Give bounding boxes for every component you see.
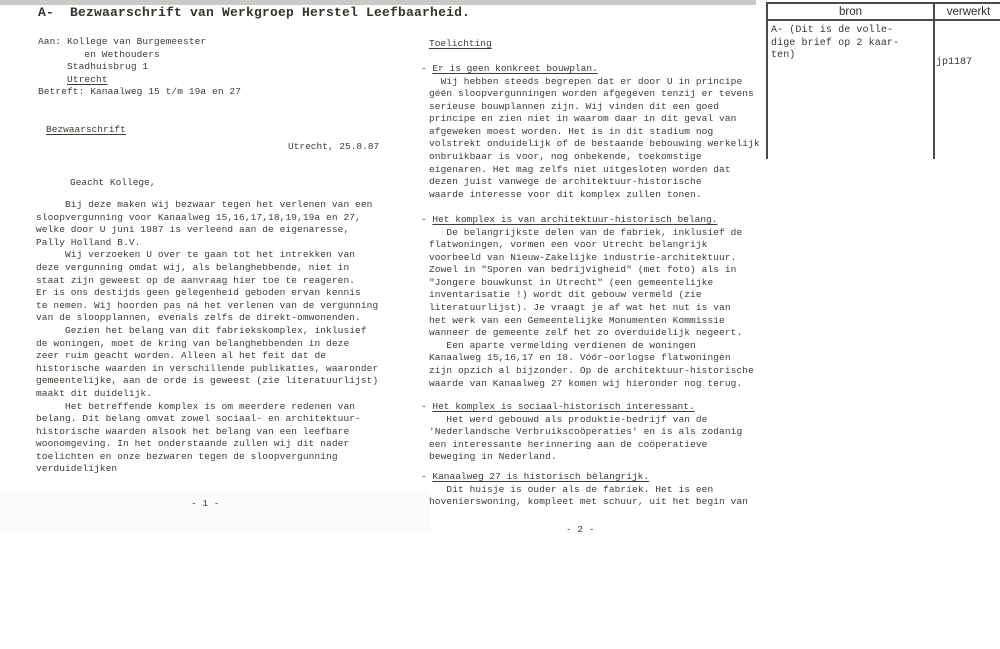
- dateline: Utrecht, 25.8.87: [288, 141, 380, 152]
- text-line: Aan: Kollege van Burgemeester: [38, 36, 207, 47]
- text-line: verduidelijken: [36, 463, 118, 475]
- toelichting-heading: Toelichting: [429, 38, 492, 49]
- text-line: historische waarden alsook het belang van een leefbare: [36, 425, 350, 437]
- bron-cell: [768, 21, 933, 159]
- text-line: ten): [771, 50, 796, 61]
- text-line: principe en zien niet in waarom daar in dit geval van: [429, 113, 737, 125]
- text-line: literatuurlijst). Je vraagt je af wat het nut is van: [429, 302, 731, 314]
- text-line: Utrecht: [67, 73, 108, 85]
- text-line: zeer ruim geacht worden. Alleen al het feit dat de: [36, 350, 327, 362]
- page-number-1: - 1 -: [191, 498, 220, 509]
- text-line: deze vergunning omdat wij, als belanghebbende, niet in: [36, 261, 350, 273]
- text-line: een interessante herinnering aan de coöperatieve: [429, 438, 708, 450]
- section-social-historic-interest: [421, 400, 742, 464]
- text-line: A- (Dit is de volle-: [771, 25, 894, 36]
- text-line: Kanaalweg 15,16,17 en 18. Vóór-oorlogse flatwoningen: [429, 352, 731, 364]
- text-line: serieuse bouwplannen zijn. Wij vinden dit een goed: [429, 100, 720, 112]
- page-number-2: - 2 -: [566, 524, 595, 535]
- text-line: welke door U juni 1987 is verleend aan de eigenaresse,: [36, 224, 350, 236]
- letter-title: A- Bezwaarschrift van Werkgroep Herstel Leefbaarheid.: [38, 5, 471, 20]
- text-line: dige brief op 2 kaar-: [771, 37, 900, 49]
- text-line: dezen juist vanwege de architektuur-historische: [429, 176, 702, 188]
- salutation: Geacht Kollege,: [70, 177, 156, 188]
- section-body: [429, 484, 748, 509]
- text-line: wanneer de gemeente zelf het zo overduidelijk negeert.: [429, 327, 743, 339]
- text-line: woonomgeving. In het onderstaande zullen wij dit nader: [36, 438, 350, 450]
- text-line: de woningen, moet de kring van belanghebbenden in deze: [36, 337, 350, 349]
- section-no-building-plan: [421, 62, 760, 201]
- section-heading: - Het komplex is sociaal-historisch interessant.: [421, 401, 695, 412]
- text-line: sloopvergunning voor Kanaalweg 15,16,17,18,19,19a en 27,: [36, 211, 361, 223]
- text-line: eigenaren. Het mag zelfs niet uitgesloten worden dat: [429, 163, 731, 175]
- text-line: 'Nederlandsche Verbruikscoöperaties' en is als zodanig: [429, 426, 743, 438]
- text-line: te nemen. Wij hoorden pas ná het verlenen van de vergunning: [36, 299, 379, 311]
- text-line: hovenierswoning, kompleet met schuur, uit het begin van: [429, 496, 749, 508]
- text-line: waarde van Kanaalweg 27 komen wij hieronder nog terug.: [429, 377, 743, 389]
- section-body: [429, 76, 760, 202]
- letter-page-2: [421, 38, 766, 598]
- section-body: [429, 227, 754, 391]
- text-line: flatwoningen, vormen een voor Utrecht belangrijk: [429, 239, 708, 251]
- text-line: Een aparte vermelding verdienen de woningen: [429, 339, 696, 351]
- text-line: volstrekt onduidelijk of de bestaande bebouwing werkelijk: [429, 138, 760, 150]
- verwerkt-value: jp1187: [936, 57, 973, 68]
- column-header-bron: bron: [768, 4, 933, 21]
- letter-body-page-1: [36, 199, 378, 476]
- text-line: De belangrijkste delen van de fabriek, inklusief de: [429, 226, 743, 238]
- text-line: Stadhuisbrug 1: [38, 61, 149, 73]
- text-line: belang. Dit belang omvat zowel sociaal- en architektuur-: [36, 413, 361, 425]
- text-line: Er is ons destijds geen gelegenheid geboden ervan kennis: [36, 287, 361, 299]
- text-line: "Jongere bouwkunst in Utrecht" (een gemeentelijke: [429, 276, 714, 288]
- text-line: van de sloopplannen, evenals zelfs de direkt-omwonenden.: [36, 312, 361, 324]
- verwerkt-cell: [933, 21, 1000, 159]
- text-line: beweging in Nederland.: [429, 451, 557, 463]
- text-line: onbruikbaar is voor, nog onbekende, toekomstige: [429, 151, 702, 163]
- text-line: inventarisatie !) wordt dit gebouw vermeld (zie: [429, 289, 702, 301]
- section-architectural-historic-value: [421, 213, 754, 390]
- text-line: Het betreffende komplex is om meerdere redenen van: [36, 400, 356, 412]
- text-line: Het werd gebouwd als produktie-bedrijf van de: [429, 413, 708, 425]
- section-body: [429, 414, 742, 464]
- section-kanaalweg-27-historic: [421, 470, 748, 509]
- bezwaarschrift-label: Bezwaarschrift: [46, 124, 126, 135]
- index-card-table: [766, 2, 1000, 159]
- text-line: en Wethouders: [38, 48, 160, 60]
- text-line: géén sloopvergunningen worden afgegeven tenzij er tevens: [429, 88, 754, 100]
- section-heading: - Kanaalweg 27 is historisch bèlangrijk.: [421, 471, 650, 482]
- text-line: staat zijn geweest op de aanvraag hier toe te reageren.: [36, 274, 356, 286]
- text-line: maakt dit duidelijk.: [36, 387, 153, 399]
- text-line: Zowel in "Sporen van bedrijvigheid" (met foto) als in: [429, 264, 737, 276]
- bullet-dash: -: [421, 401, 433, 412]
- text-line: Wij verzoeken U over te gaan tot het intrekken van: [36, 249, 356, 261]
- text-line: waarde interesse voor dit komplex zullen tonen.: [429, 188, 702, 200]
- bullet-dash: -: [421, 214, 433, 225]
- text-line: gemeentelijke, aan de orde is geweest (zie literatuurlijst): [36, 375, 379, 387]
- text-line: zijn opzich al bijzonder. Op de architektuur-historische: [429, 365, 754, 377]
- text-line: afgeweken moest worden. Het is in dit stadium nog: [429, 125, 714, 137]
- text-line: historische waarden in verschillende publikaties, waaronder: [36, 362, 379, 374]
- column-header-verwerkt: verwerkt: [933, 4, 1000, 21]
- text-line: Dit huisje is ouder als de fabriek. Het is een: [429, 483, 714, 495]
- section-heading: - Het komplex is van architektuur-historisch belang.: [421, 214, 718, 225]
- bullet-dash: -: [421, 471, 433, 482]
- address-block: [38, 36, 241, 99]
- text-line: Betreft: Kanaalweg 15 t/m 19a en 27: [38, 86, 242, 98]
- section-heading: - Er is geen konkreet bouwplan.: [421, 63, 598, 74]
- text-line: Bij deze maken wij bezwaar tegen het verlenen van een: [36, 199, 373, 210]
- text-line: het werk van een Gemeentelijke Monumenten Kommissie: [429, 314, 725, 326]
- bullet-dash: -: [421, 63, 433, 74]
- text-line: voorbeeld van Nieuw-Zakelijke industrie-architektuur.: [429, 251, 737, 263]
- text-line: Wij hebben steeds begrepen dat er door U in principe: [429, 75, 743, 87]
- text-line: Pally Holland B.V.: [36, 236, 141, 248]
- text-line: toelichten en onze bezwaren tegen de sloopvergunning: [36, 450, 338, 462]
- text-line: Gezien het belang van dit fabriekskomplex, inklusief: [36, 324, 367, 336]
